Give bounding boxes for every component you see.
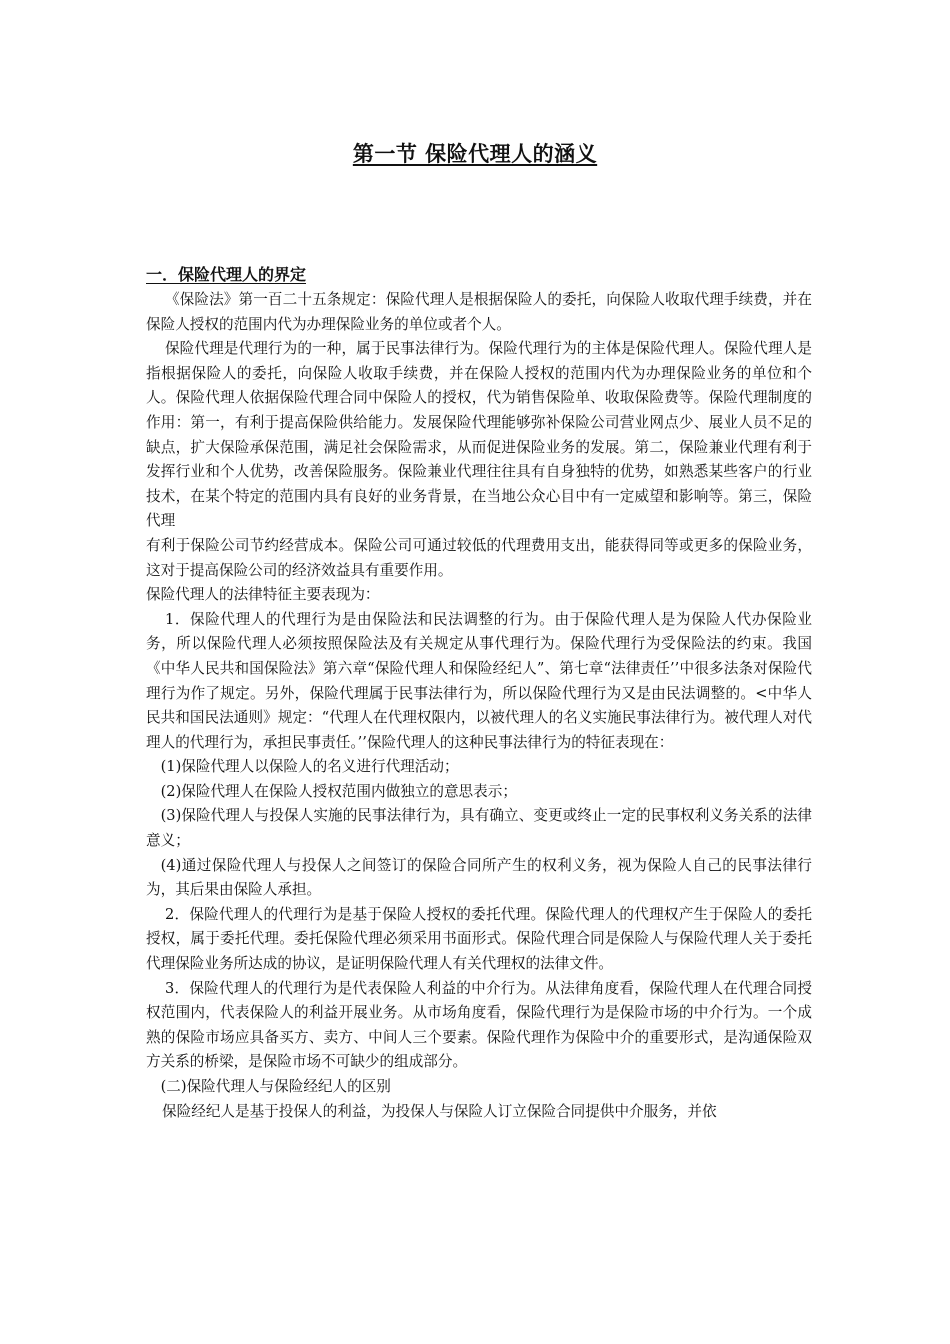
paragraph-feature-3: 3．保险代理人的代理行为是代表保险人利益的中介行为。从法律角度看，保险代理人在代理合同授权范围内，代表保险人的利益开展业务。从市场角度看，保险代理行为是保险市场的中介行为。一个成熟的保险市场应具备买方、卖方、中间人三个要素。保险代理作为保险中介的重要形式，是沟通保险双方关系的桥梁，是保险市场不可缺少的组成部分。 — [146, 979, 812, 1071]
paragraph-feature-2: 2．保险代理人的代理行为是基于保险人授权的委托代理。保险代理人的代理权产生于保险人的委托授权，属于委托代理。委托保险代理必须采用书面形式。保险代理合同是保险人与保险代理人关于委托代理保险业务所达成的协议，是证明保险代理人有关代理权的法律文件。 — [146, 905, 812, 973]
list-item-2: (2)保险代理人在保险人授权范围内做独立的意思表示； — [160, 782, 517, 800]
paragraph-feature-1: 1．保险代理人的代理行为是由保险法和民法调整的行为。由于保险代理人是为保险人代办保险业务，所以保险代理人必须按照保险法及有关规定从事代理行为。保险代理行为受保险法的约束。我国《中华人民共和国保险法》第六章“保险代理人和保险经纪人”、第七章“法律责任’’中很多法条对保险代理行为作了规定。另外，保险代理属于民事法律行为，所以保险代理行为又是由民法调整的。<中华人民共和国民法通则》规定：“代理人在代理权限内，以被代理人的名义实施民事法律行为。被代理人对代理人的代理行为，承担民事责任。’’保险代理人的这种民事法律行为的特征表现在： — [146, 610, 812, 751]
subsection-heading: (二)保险代理人与保险经纪人的区别 — [160, 1078, 391, 1095]
list-item-4: (4)通过保险代理人与投保人之间签订的保险合同所产生的权利义务，视为保险人自己的民事法律行为，其后果由保险人承担。 — [146, 856, 812, 899]
paragraph-agency-overview: 保险代理是代理行为的一种，属于民事法律行为。保险代理行为的主体是保险代理人。保险代理人是指根据保险人的委托，向保险人收取手续费，并在保险人授权的范围内代为办理保险业务的单位和个人。保险代理人依据保险代理合同中保险人的授权，代为销售保险单、收取保险费等。保险代理制度的作用：第一，有利于提高保险供给能力。发展保险代理能够弥补保险公司营业网点少、展业人员不足的缺点，扩大保险承保范围，满足社会保险需求，从而促进保险业务的发展。第二，保险兼业代理有利于发挥行业和个人优势，改善保险服务。保险兼业代理往往具有自身独特的优势，如熟悉某些客户的行业技术，在某个特定的范围内具有良好的业务背景，在当地公众心目中有一定威望和影响等。第三，保险代理 — [146, 340, 812, 530]
list-item-1: (1)保险代理人以保险人的名义进行代理活动； — [160, 758, 459, 776]
paragraph-legal-features-intro: 保险代理人的法律特征主要表现为： — [146, 586, 380, 604]
paragraph-cost-benefit: 有利于保险公司节约经营成本。保险公司可通过较低的代理费用支出，能获得同等或更多的保险业务，这对于提高保险公司的经济效益具有重要作用。 — [146, 536, 812, 579]
paragraph-definition: 《保险法》第一百二十五条规定：保险代理人是根据保险人的委托，向保险人收取代理手续费，并在保险人授权的范围内代为办理保险业务的单位或者个人。 — [146, 291, 812, 333]
section-heading: 一．保险代理人的界定 — [146, 265, 307, 284]
paragraph-broker: 保险经纪人是基于投保人的利益，为投保人与保险人订立保险合同提供中介服务，并依 — [162, 1102, 717, 1120]
document-body — [146, 288, 812, 1124]
list-item-3: (3)保险代理人与投保人实施的民事法律行为，具有确立、变更或终止一定的民事权利义务关系的法律意义； — [146, 807, 812, 850]
page-title: 第一节 保险代理人的涵义 — [352, 142, 598, 166]
